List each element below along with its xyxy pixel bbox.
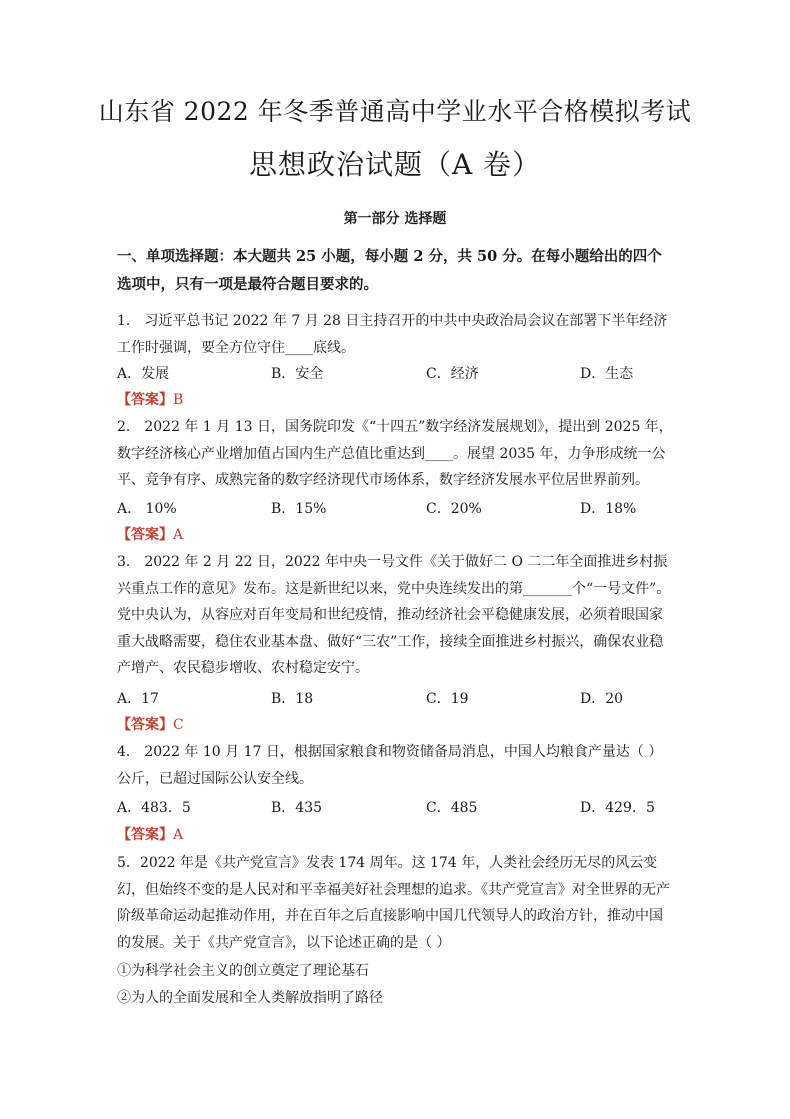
- answer-label: 【答案】: [117, 527, 173, 543]
- answer-label: 【答案】: [117, 717, 173, 733]
- answer-value: A: [173, 827, 184, 843]
- option-d: D．生态: [580, 366, 634, 382]
- answer-value: C: [173, 717, 184, 733]
- answer-label: 【答案】: [117, 392, 173, 408]
- question-1-options: [117, 361, 677, 387]
- option-b: B．安全: [271, 366, 324, 382]
- answer-value: B: [173, 392, 184, 408]
- statement-item: ②为人的全面发展和全人类解放指明了路径: [117, 990, 383, 1006]
- option-a: A．483．5: [117, 800, 191, 816]
- option-b: B．15%: [271, 501, 327, 517]
- option-c: C．19: [426, 691, 469, 707]
- option-a: A． 10%: [117, 501, 177, 517]
- section-instructions: 一、单项选择题：本大题共 25 小题，每小题 2 分，共 50 分。在每小题给出的四个选项中，只有一项是最符合题目要求的。: [117, 248, 662, 293]
- option-a: A．发展: [117, 366, 170, 382]
- question-3-stem: 3． 2022 年 2 月 22 日，2022 年中央一号文件《关于做好二 O 二二年全面推进乡村振兴重点工作的意见》发布。这是新世纪以来，党中央连续发出的第_______个“一号文件”。党中央认为，从容应对百年变局和世纪疫情，推动经济社会平稳健康发展，必须着眼国家重大战略需要，稳住农业基本盘、做好“三农”工作，接续全面推进乡村振兴，确保农业稳产增产、农民稳步增收、农村稳定安宁。: [117, 554, 671, 676]
- question-2-answer: [117, 523, 183, 547]
- question-4-options: [117, 795, 677, 821]
- option-b: B．18: [271, 691, 314, 707]
- option-b: B．435: [271, 800, 323, 816]
- answer-value: A: [173, 527, 184, 543]
- option-c: C．经济: [426, 366, 479, 382]
- question-5-stem: 5．2022 年是《共产党宣言》发表 174 周年。这 174 年，人类社会经历无尽的风云变幻，但始终不变的是人民对和平幸福美好社会理想的追求。《共产党宣言》对全世界的无产阶级革命运动起推动作用，并在百年之后直接影响中国几代领导人的政治方针，推动中国的发展。关于《共产党宣言》，以下论述正确的是（ ）: [117, 855, 670, 951]
- question-4-answer: [117, 823, 183, 847]
- answer-label: 【答案】: [117, 827, 173, 843]
- exam-subtitle: 思想政治试题（A 卷）: [248, 148, 542, 181]
- question-4-stem: 4． 2022 年 10 月 17 日，根据国家粮食和物资储备局消息，中国人均粮食产量达（ ）公斤，已超过国际公认安全线。: [117, 744, 663, 787]
- question-3-answer: [117, 713, 184, 737]
- option-d: D．18%: [580, 501, 637, 517]
- part-title: 第一部分 选择题: [343, 211, 447, 227]
- option-c: C．485: [426, 800, 478, 816]
- option-c: C．20%: [426, 501, 482, 517]
- option-d: D．429．5: [580, 800, 655, 816]
- option-a: A．17: [117, 691, 159, 707]
- exam-title: 山东省 2022 年冬季普通高中学业水平合格模拟考试: [98, 97, 692, 126]
- option-d: D．20: [580, 691, 624, 707]
- question-3-options: [117, 686, 677, 712]
- question-1-stem: 1． 习近平总书记 2022 年 7 月 28 日主持召开的中共中央政治局会议在部署下半年经济工作时强调，要全方位守住____底线。: [117, 313, 668, 356]
- question-2-options: [117, 496, 677, 522]
- statement-item: ①为科学社会主义的创立奠定了理论基石: [117, 963, 369, 979]
- question-1-answer: [117, 388, 183, 412]
- question-2-stem: 2． 2022 年 1 月 13 日，国务院印发《“十四五”数字经济发展规划》，提出到 2025 年，数字经济核心产业增加值占国内生产总值比重达到____。展望 2035 年，力争形成统一公平、竞争有序、成熟完备的数字经济现代市场体系，数字经济发展水平位居世界前列。: [117, 419, 673, 488]
